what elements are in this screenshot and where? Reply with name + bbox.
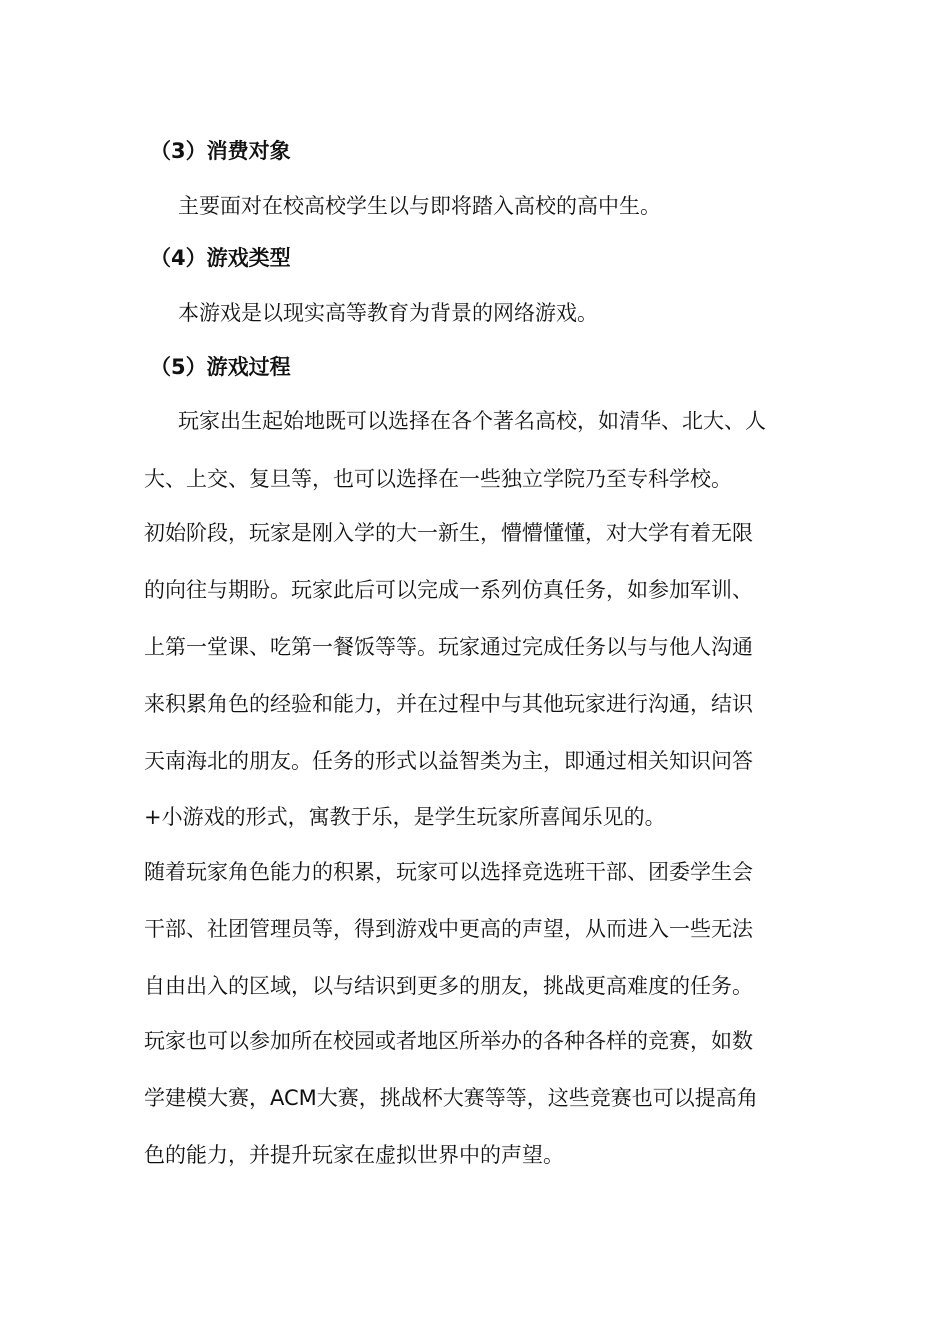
paragraph-line: 大、上交、复旦等，也可以选择在一些独立学院乃至专科学校。 xyxy=(144,467,732,491)
paragraph-line: 天南海北的朋友。任务的形式以益智类为主，即通过相关知识问答 xyxy=(144,749,753,773)
paragraph-line: 自由出入的区域，以与结识到更多的朋友，挑战更高难度的任务。 xyxy=(144,974,753,998)
paragraph-line: 随着玩家角色能力的积累，玩家可以选择竞选班干部、团委学生会 xyxy=(144,860,753,884)
paragraph-line: 的向往与期盼。玩家此后可以完成一系列仿真任务，如参加军训、 xyxy=(144,578,753,602)
paragraph-line: 玩家出生起始地既可以选择在各个著名高校，如清华、北大、人 xyxy=(178,409,766,433)
paragraph-line: 本游戏是以现实高等教育为背景的网络游戏。 xyxy=(178,301,598,325)
paragraph-line: 干部、社团管理员等，得到游戏中更高的声望，从而进入一些无法 xyxy=(144,917,753,941)
paragraph-line: 上第一堂课、吃第一餐饭等等。玩家通过完成任务以与与他人沟通 xyxy=(144,635,753,659)
paragraph-line: 色的能力，并提升玩家在虚拟世界中的声望。 xyxy=(144,1143,564,1167)
section-heading-consumers: （3）消费对象 xyxy=(150,139,291,163)
paragraph-line: +小游戏的形式，寓教于乐，是学生玩家所喜闻乐见的。 xyxy=(144,805,666,829)
paragraph-line: 初始阶段，玩家是刚入学的大一新生，懵懵懂懂，对大学有着无限 xyxy=(144,521,753,545)
paragraph-line: 来积累角色的经验和能力，并在过程中与其他玩家进行沟通，结识 xyxy=(144,692,753,716)
paragraph-line: 学建模大赛，ACM大赛，挑战杯大赛等等，这些竞赛也可以提高角 xyxy=(144,1086,758,1110)
paragraph-line: 玩家也可以参加所在校园或者地区所举办的各种各样的竞赛，如数 xyxy=(144,1029,753,1053)
section-heading-game-process: （5）游戏过程 xyxy=(150,355,291,379)
paragraph-line: 主要面对在校高校学生以与即将踏入高校的高中生。 xyxy=(178,194,661,218)
section-heading-game-type: （4）游戏类型 xyxy=(150,246,291,270)
